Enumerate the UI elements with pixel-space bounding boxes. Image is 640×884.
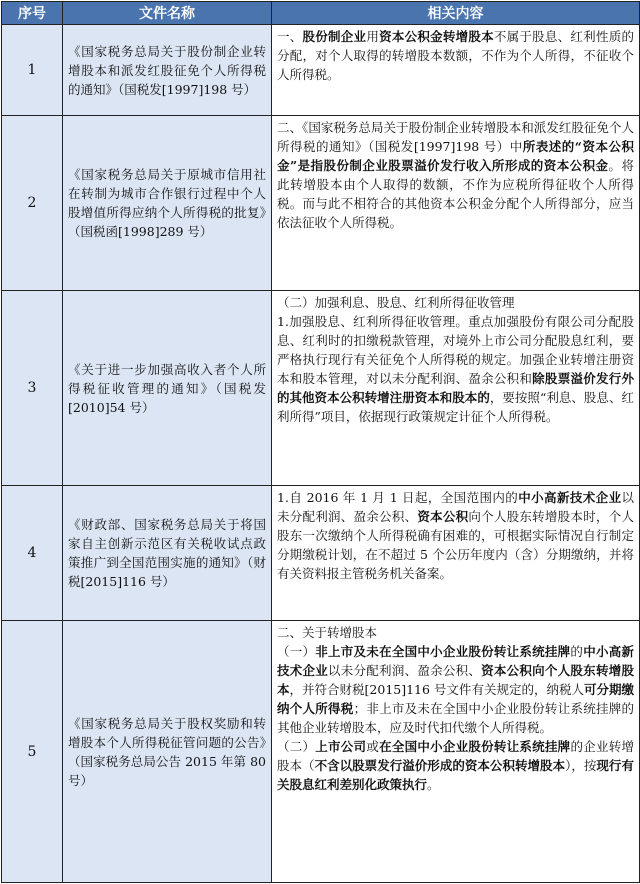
emphasized-text: 中小高新技术企业 bbox=[277, 644, 634, 678]
table-row bbox=[2, 25, 640, 116]
emphasized-text: 中小高新技术企业 bbox=[518, 490, 622, 505]
related-content bbox=[272, 291, 640, 486]
content-text: 用 bbox=[366, 29, 380, 44]
emphasized-text: 资本公积金转增股本 bbox=[379, 29, 494, 44]
content-text: 1.自 2016 年 1 月 1 日起，全国范围内的 bbox=[277, 490, 519, 505]
content-text: ，要按照“利息、股息、红利所得”项目，依据现行政策规定计征个人所得税。 bbox=[277, 390, 634, 424]
row-index: 1 bbox=[2, 25, 63, 116]
document-name: 《国家税务总局关于股份制企业转增股本和派发红股征免个人所得税的通知》（国税发[1997]198 号） bbox=[63, 25, 272, 116]
policy-table bbox=[1, 1, 640, 883]
content-text: 不属于股息、红利性质的分配，对个人取得的转增股本数额，不作为个人所得，不征收个人所得税。 bbox=[277, 29, 634, 82]
content-text: ），按 bbox=[565, 758, 597, 773]
content-paragraph bbox=[277, 293, 634, 312]
emphasized-text: 可分期缴纳个人所得税 bbox=[277, 682, 634, 716]
emphasized-text: 不含以股票发行溢价形成的资本公积转增股本 bbox=[314, 758, 566, 773]
content-text: 二、关于转增股本 bbox=[277, 625, 378, 640]
emphasized-text: 资本公积向个人股东转增股本 bbox=[277, 663, 634, 697]
content-text: 以未分配利润、盈余公积、 bbox=[328, 663, 482, 678]
table-row bbox=[2, 621, 640, 883]
content-text: ；非上市及未在全国中小企业股份转让系统挂牌的其他企业转增股本，应及时代扣代缴个人所得税。 bbox=[277, 701, 634, 735]
content-text: （一） bbox=[277, 644, 316, 659]
content-text: ，并符合财税[2015]116 号文件有关规定的，纳税人 bbox=[289, 682, 584, 697]
document-name: 《国家税务总局关于股权奖励和转增股本个人所得税征管问题的公告》（国家税务总局公告 2015 年第 80 号） bbox=[63, 621, 272, 883]
related-content bbox=[272, 116, 640, 291]
content-text: 。 bbox=[427, 777, 440, 792]
document-name: 《财政部、国家税务总局关于将国家自主创新示范区有关税收试点政策推广到全国范围实施的通知》（财税[2015]116 号） bbox=[63, 486, 272, 621]
table-row bbox=[2, 116, 640, 291]
content-text: （二）加强利息、股息、红利所得征收管理 bbox=[277, 295, 515, 310]
row-index: 3 bbox=[2, 291, 63, 486]
content-text: （二） bbox=[277, 739, 316, 754]
emphasized-text: 在全国中小企业股份转让系统挂牌 bbox=[379, 739, 571, 754]
header-related-content: 相关内容 bbox=[272, 2, 640, 25]
content-text: 或 bbox=[366, 739, 380, 754]
related-content bbox=[272, 486, 640, 621]
content-paragraph bbox=[277, 27, 634, 84]
document-name: 《国家税务总局关于原城市信用社在转制为城市合作银行过程中个人股增值所得应纳个人所得税的批复》（国税函[1998]289 号） bbox=[63, 116, 272, 291]
row-index: 5 bbox=[2, 621, 63, 883]
table-header-row bbox=[2, 2, 640, 25]
emphasized-text: 股份制企业 bbox=[302, 29, 367, 44]
related-content bbox=[272, 25, 640, 116]
content-paragraph bbox=[277, 118, 634, 232]
content-text: 的企业转增股本（ bbox=[277, 739, 634, 773]
emphasized-text: 上市公司 bbox=[315, 739, 367, 754]
content-paragraph bbox=[277, 623, 634, 642]
emphasized-text: 非上市及未在全国中小企业股份转让系统挂牌 bbox=[315, 644, 571, 659]
table-row bbox=[2, 291, 640, 486]
row-index: 2 bbox=[2, 116, 63, 291]
content-paragraph bbox=[277, 488, 634, 583]
content-paragraph bbox=[277, 312, 634, 426]
emphasized-text: 资本公积 bbox=[417, 509, 469, 524]
emphasized-text: 除股票溢价发行外的其他资本公积转增注册资本和股本的 bbox=[277, 371, 634, 405]
content-text: 二、《国家税务总局关于股份制企业转增股本和派发红股征免个人所得税的通知》（国税发[1997]198 号）中 bbox=[277, 120, 634, 154]
document-name: 《关于进一步加强高收入者个人所得税征收管理的通知》（国税发[2010]54 号） bbox=[63, 291, 272, 486]
table-row bbox=[2, 486, 640, 621]
header-document-name: 文件名称 bbox=[63, 2, 272, 25]
content-text: 。将此转增股本由个人取得的数额，不作为应税所得征收个人所得税。而与此不相符合的其他资本公积金分配个人所得部分，应当依法征收个人所得税。 bbox=[277, 158, 634, 230]
row-index: 4 bbox=[2, 486, 63, 621]
emphasized-text: 所表述的“资本公积金”是指股份制企业股票溢价发行收入所形成的资本公积金 bbox=[277, 139, 634, 173]
related-content bbox=[272, 621, 640, 883]
header-index: 序号 bbox=[2, 2, 63, 25]
content-text: 一、 bbox=[277, 29, 303, 44]
content-text: 的 bbox=[570, 644, 584, 659]
content-text: 以未分配利润、盈余公积、 bbox=[277, 490, 634, 524]
content-text: 1.加强股息、红利所得征收管理。重点加强股份有限公司分配股息、红利时的扣缴税款管理，对境外上市公司分配股息红利，要严格执行现行有关征免个人所得税的规定。加强企业转增注册资本和股本管理，对以未分配利润、盈余公积和 bbox=[277, 314, 634, 386]
content-text: 向个人股东转增股本时，个人股东一次缴纳个人所得税确有困难的，可根据实际情况自行制定分期缴税计划，在不超过 5 个公历年度内（含）分期缴纳，并将有关资料报主管税务机关备案。 bbox=[277, 509, 634, 581]
content-paragraph bbox=[277, 737, 634, 794]
content-paragraph bbox=[277, 642, 634, 737]
emphasized-text: 现行有关股息红利差别化政策执行 bbox=[277, 758, 634, 792]
